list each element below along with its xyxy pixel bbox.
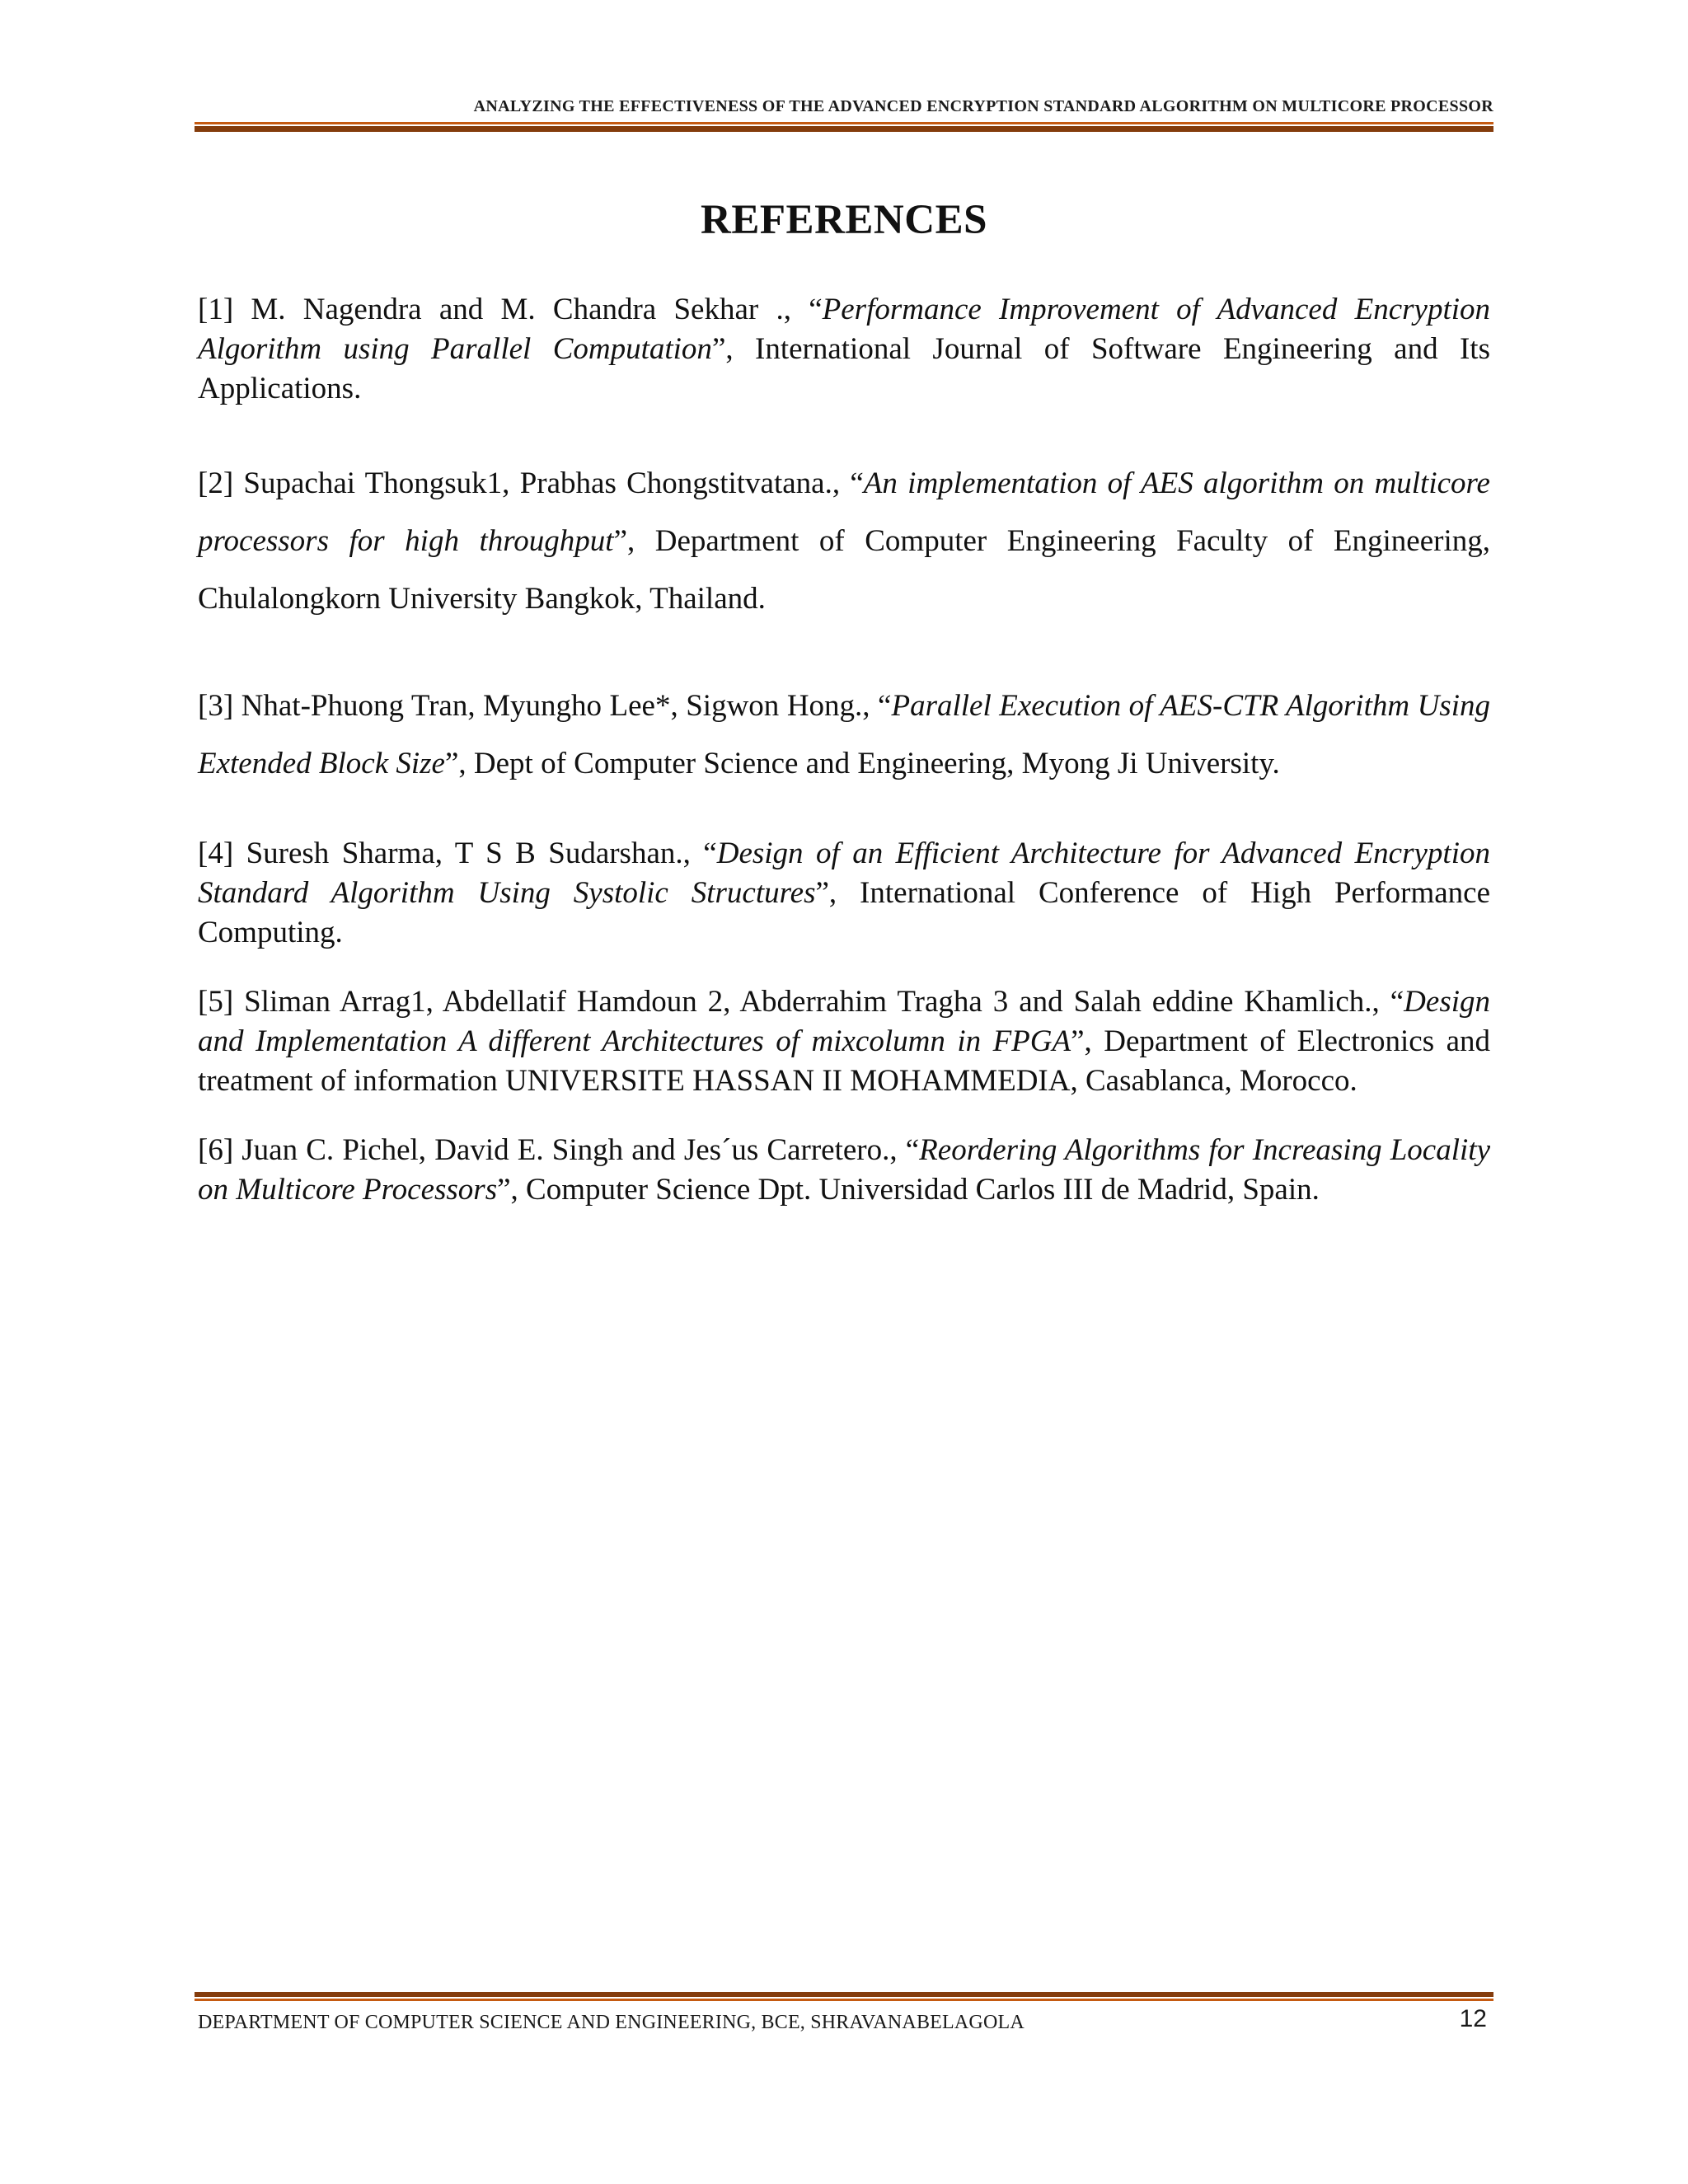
reference-title: An implementation of AES algorithm on multicore processors for high throughput bbox=[198, 466, 1490, 558]
reference-source: ”, Dept of Computer Science and Engineering, Myong Ji University. bbox=[444, 747, 1280, 780]
footer-rule bbox=[195, 1992, 1493, 2001]
reference-item-1 bbox=[198, 290, 1490, 409]
reference-item-5 bbox=[198, 982, 1490, 1101]
reference-authors: [4] Suresh Sharma, T S B Sudarshan., “ bbox=[198, 837, 717, 870]
reference-item-4 bbox=[198, 834, 1490, 953]
reference-item-3 bbox=[198, 677, 1490, 793]
reference-source: ”, Department of Electronics and treatment of information UNIVERSITE HASSAN II MOHAMMEDIA, Casablanca, Morocco. bbox=[198, 1024, 1490, 1098]
footer-rule-thin bbox=[195, 1999, 1493, 2001]
reference-item-2 bbox=[198, 455, 1490, 628]
reference-source: ”, Computer Science Dpt. Universidad Carlos III de Madrid, Spain. bbox=[497, 1173, 1320, 1207]
reference-title: Performance Improvement of Advanced Encryption Algorithm using Parallel Computation bbox=[198, 293, 1490, 366]
reference-authors: [3] Nhat-Phuong Tran, Myungho Lee*, Sigwon Hong., “ bbox=[198, 689, 892, 723]
section-title: REFERENCES bbox=[701, 197, 987, 243]
reference-title: Design of an Efficient Architecture for Advanced Encryption Standard Algorithm Using Systolic Structures bbox=[198, 837, 1490, 910]
reference-title: Design and Implementation A different Architectures of mixcolumn in FPGA bbox=[198, 985, 1490, 1058]
reference-source: ”, International Conference of High Performance Computing. bbox=[198, 876, 1490, 949]
header-rule-thick bbox=[195, 126, 1493, 132]
reference-source: ”, International Journal of Software Engineering and Its Applications. bbox=[198, 332, 1490, 405]
reference-authors: [2] Supachai Thongsuk1, Prabhas Chongstitvatana., “ bbox=[198, 466, 864, 500]
reference-list bbox=[198, 290, 1490, 1210]
reference-authors: [1] M. Nagendra and M. Chandra Sekhar ., “ bbox=[198, 293, 823, 326]
header-rule bbox=[195, 122, 1493, 132]
reference-authors: [5] Sliman Arrag1, Abdellatif Hamdoun 2, Abderrahim Tragha 3 and Salah eddine Khamlich., “ bbox=[198, 985, 1404, 1019]
reference-title: Reordering Algorithms for Increasing Locality on Multicore Processors bbox=[198, 1133, 1490, 1207]
reference-title: Parallel Execution of AES-CTR Algorithm Using Extended Block Size bbox=[198, 689, 1490, 780]
reference-source: ”, Department of Computer Engineering Faculty of Engineering, Chulalongkorn University Bangkok, Thailand. bbox=[198, 524, 1490, 616]
footer-department: DEPARTMENT OF COMPUTER SCIENCE AND ENGINEERING, BCE, SHRAVANABELAGOLA bbox=[198, 2012, 1025, 2033]
reference-item-6 bbox=[198, 1131, 1490, 1210]
reference-authors: [6] Juan C. Pichel, David E. Singh and Jes´us Carretero., “ bbox=[198, 1133, 920, 1167]
page-number: 12 bbox=[1459, 2005, 1487, 2032]
running-header: ANALYZING THE EFFECTIVENESS OF THE ADVANCED ENCRYPTION STANDARD ALGORITHM ON MULTICORE PROCESSOR bbox=[473, 97, 1493, 115]
